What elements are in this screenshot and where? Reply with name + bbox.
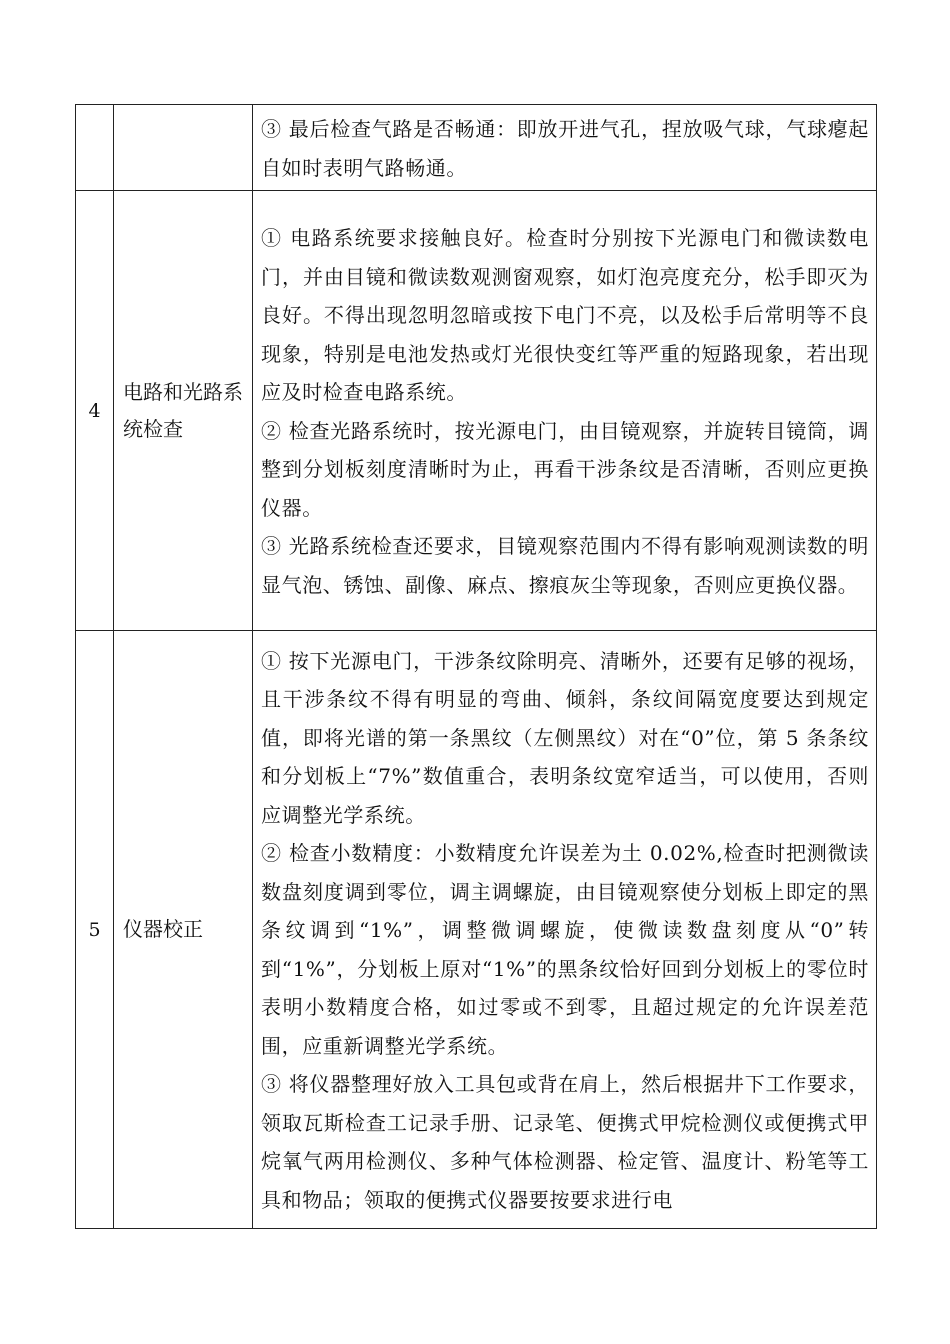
row-item: 电路和光路系统检查 <box>114 191 253 631</box>
row-number: 5 <box>76 631 114 1229</box>
content-paragraph: ③ 将仪器整理好放入工具包或背在肩上，然后根据井下工作要求，领取瓦斯检查工记录手册、记录笔、便携式甲烷检测仪或便携式甲烷氧气两用检测仪、多种气体检测器、检定管、温度计、粉笔等工具和物品；领取的便携式仪器要按要求进行电 <box>261 1072 869 1212</box>
content-paragraph: ② 检查小数精度：小数精度允许误差为土 0.02%,检查时把测微读数盘刻度调到零位，调主调螺旋，由目镜观察使分划板上即定的黑条纹调到“1%”，调整微调螺旋，使微读数盘刻度从“0”转到“1%”，分划板上原对“1%”的黑条纹恰好回到分划板上的零位时表明小数精度合格，如过零或不到零，且超过规定的允许误差范围，应重新调整光学系统。 <box>261 841 869 1058</box>
content-paragraph: ② 检查光路系统时，按光源电门，由目镜观察，并旋转目镜筒，调整到分划板刻度清晰时为止，再看干涉条纹是否清晰，否则应更换仪器。 <box>261 418 869 520</box>
row-number <box>76 105 114 191</box>
table-row <box>76 631 877 1229</box>
row-content <box>253 105 877 191</box>
table-row <box>76 105 877 191</box>
row-content <box>253 631 877 1229</box>
row-item <box>114 105 253 191</box>
procedure-table <box>75 104 877 1229</box>
content-paragraph: ① 按下光源电门，干涉条纹除明亮、清晰外，还要有足够的视场，且干涉条纹不得有明显的弯曲、倾斜，条纹间隔宽度要达到规定值，即将光谱的第一条黑纹（左侧黑纹）对在“0”位，第 5 条条纹和分划板上“7%”数值重合，表明条纹宽窄适当，可以使用，否则应调整光学系统。 <box>261 648 869 827</box>
row-number: 4 <box>76 191 114 631</box>
table-row <box>76 191 877 631</box>
row-item: 仪器校正 <box>114 631 253 1229</box>
content-paragraph: ① 电路系统要求接触良好。检查时分别按下光源电门和微读数电门，并由目镜和微读数观测窗观察，如灯泡亮度充分，松手即灭为良好。不得出现忽明忽暗或按下电门不亮，以及松手后常明等不良现象，特别是电池发热或灯光很快变红等严重的短路现象，若出现应及时检查电路系统。 <box>261 226 869 404</box>
row-content <box>253 191 877 631</box>
content-paragraph: ③ 光路系统检查还要求，目镜观察范围内不得有影响观测读数的明显气泡、锈蚀、副像、麻点、擦痕灰尘等现象，否则应更换仪器。 <box>261 534 869 597</box>
content-paragraph: ③ 最后检查气路是否畅通：即放开进气孔，捏放吸气球，气球瘪起自如时表明气路畅通。 <box>261 117 869 180</box>
